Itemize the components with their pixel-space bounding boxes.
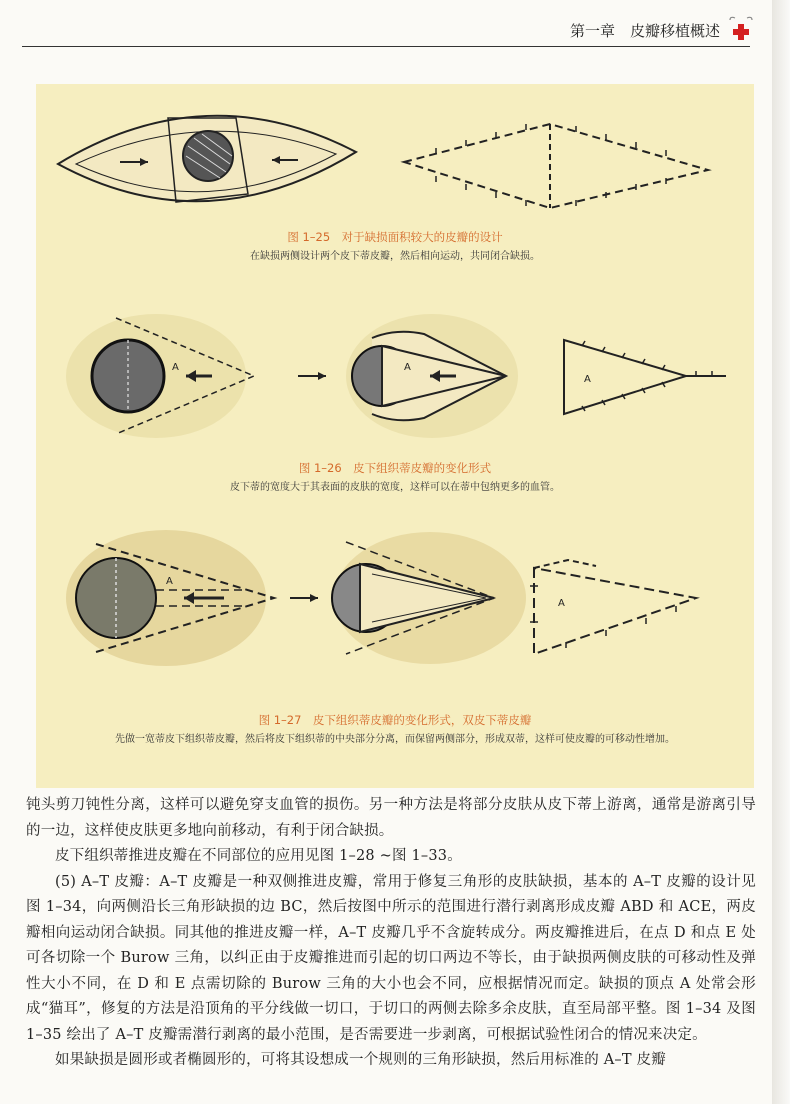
figure-1-25-description: 在缺损两侧设计两个皮下蒂皮瓣，然后相向运动，共同闭合缺损。 <box>250 251 540 262</box>
figure-1-26-label-a: A <box>172 362 179 373</box>
figure-1-26-description: 皮下蒂的宽度大于其表面的皮肤的宽度，这样可以在蒂中包纳更多的血管。 <box>230 482 560 493</box>
paragraph-3: (5) A–T 皮瓣：A–T 皮瓣是一种双侧推进皮瓣，常用于修复三角形的皮肤缺损，基本的 A–T 皮瓣的设计见图 1–34，向两侧沿长三角形缺损的边 BC，然后按图中所示的范围进行潜行剥离形成皮瓣 ABD 和 ACE，两皮瓣相向运动闭合缺损。同其他的推进皮瓣一样，A–T 皮瓣几乎不含旋转成分。两皮瓣推进后，在点 D 和点 E 处可各切除一个 Burow 三角，以纠正由于皮瓣推进而引起的切口两边不等长，由于缺损两侧皮肤的可移动性及弹性大小不同，在 D 和 E 点需切除的 Burow 三角的大小也会不同，应根据情况而定。缺损的顶点 A 处常会形成“猫耳”，修复的方法是沿顶角的平分线做一切口，于切口的两侧去除多余皮肤，直至局部平整。图 1–34 及图 1–35 绘出了 A–T 皮瓣需潜行剥离的最小范围，是否需要进一步剥离，可根据试验性闭合的情况来决定。 <box>26 873 756 1043</box>
figure-1-25-title: 图 1–25 对于缺损面积较大的皮瓣的设计 <box>287 230 503 244</box>
medical-cross-logo <box>726 14 756 44</box>
header-rule <box>22 46 750 47</box>
figure-1-25-illustration <box>36 84 754 224</box>
figure-1-26-label-a-2: A <box>404 362 411 373</box>
figure-1-26-label-a-3: A <box>584 374 591 385</box>
figure-1-26-title: 图 1–26 皮下组织蒂皮瓣的变化形式 <box>298 461 492 475</box>
figure-1-26-illustration <box>36 294 754 454</box>
book-spine-edge <box>772 0 790 1104</box>
figure-1-27-illustration <box>36 522 754 698</box>
figure-1-27-description: 先做一宽蒂皮下组织蒂皮瓣，然后将皮下组织蒂的中央部分分离，而保留两侧部分，形成双蒂，这样可使皮瓣的可移动性增加。 <box>115 734 675 745</box>
figure-1-27-label-a-2: A <box>558 598 565 609</box>
body-text <box>26 793 756 1074</box>
figure-1-27-title: 图 1–27 皮下组织蒂皮瓣的变化形式，双皮下蒂皮瓣 <box>258 713 532 727</box>
paragraph-1: 钝头剪刀钝性分离，这样可以避免穿支血管的损伤。另一种方法是将部分皮肤从皮下蒂上游离，通常是游离引导的一边，这样使皮肤更多地向前移动，有利于闭合缺损。 <box>26 797 756 839</box>
paragraph-2: 皮下组织蒂推进皮瓣在不同部位的应用见图 1–28 ~图 1–33。 <box>55 848 462 864</box>
chapter-header: 第一章 皮瓣移植概述 <box>569 22 720 40</box>
figure-panel <box>36 84 754 788</box>
paragraph-4: 如果缺损是圆形或者椭圆形的，可将其设想成一个规则的三角形缺损，然后用标准的 A–T 皮瓣 <box>55 1052 666 1068</box>
figure-1-27-label-a: A <box>166 576 173 587</box>
